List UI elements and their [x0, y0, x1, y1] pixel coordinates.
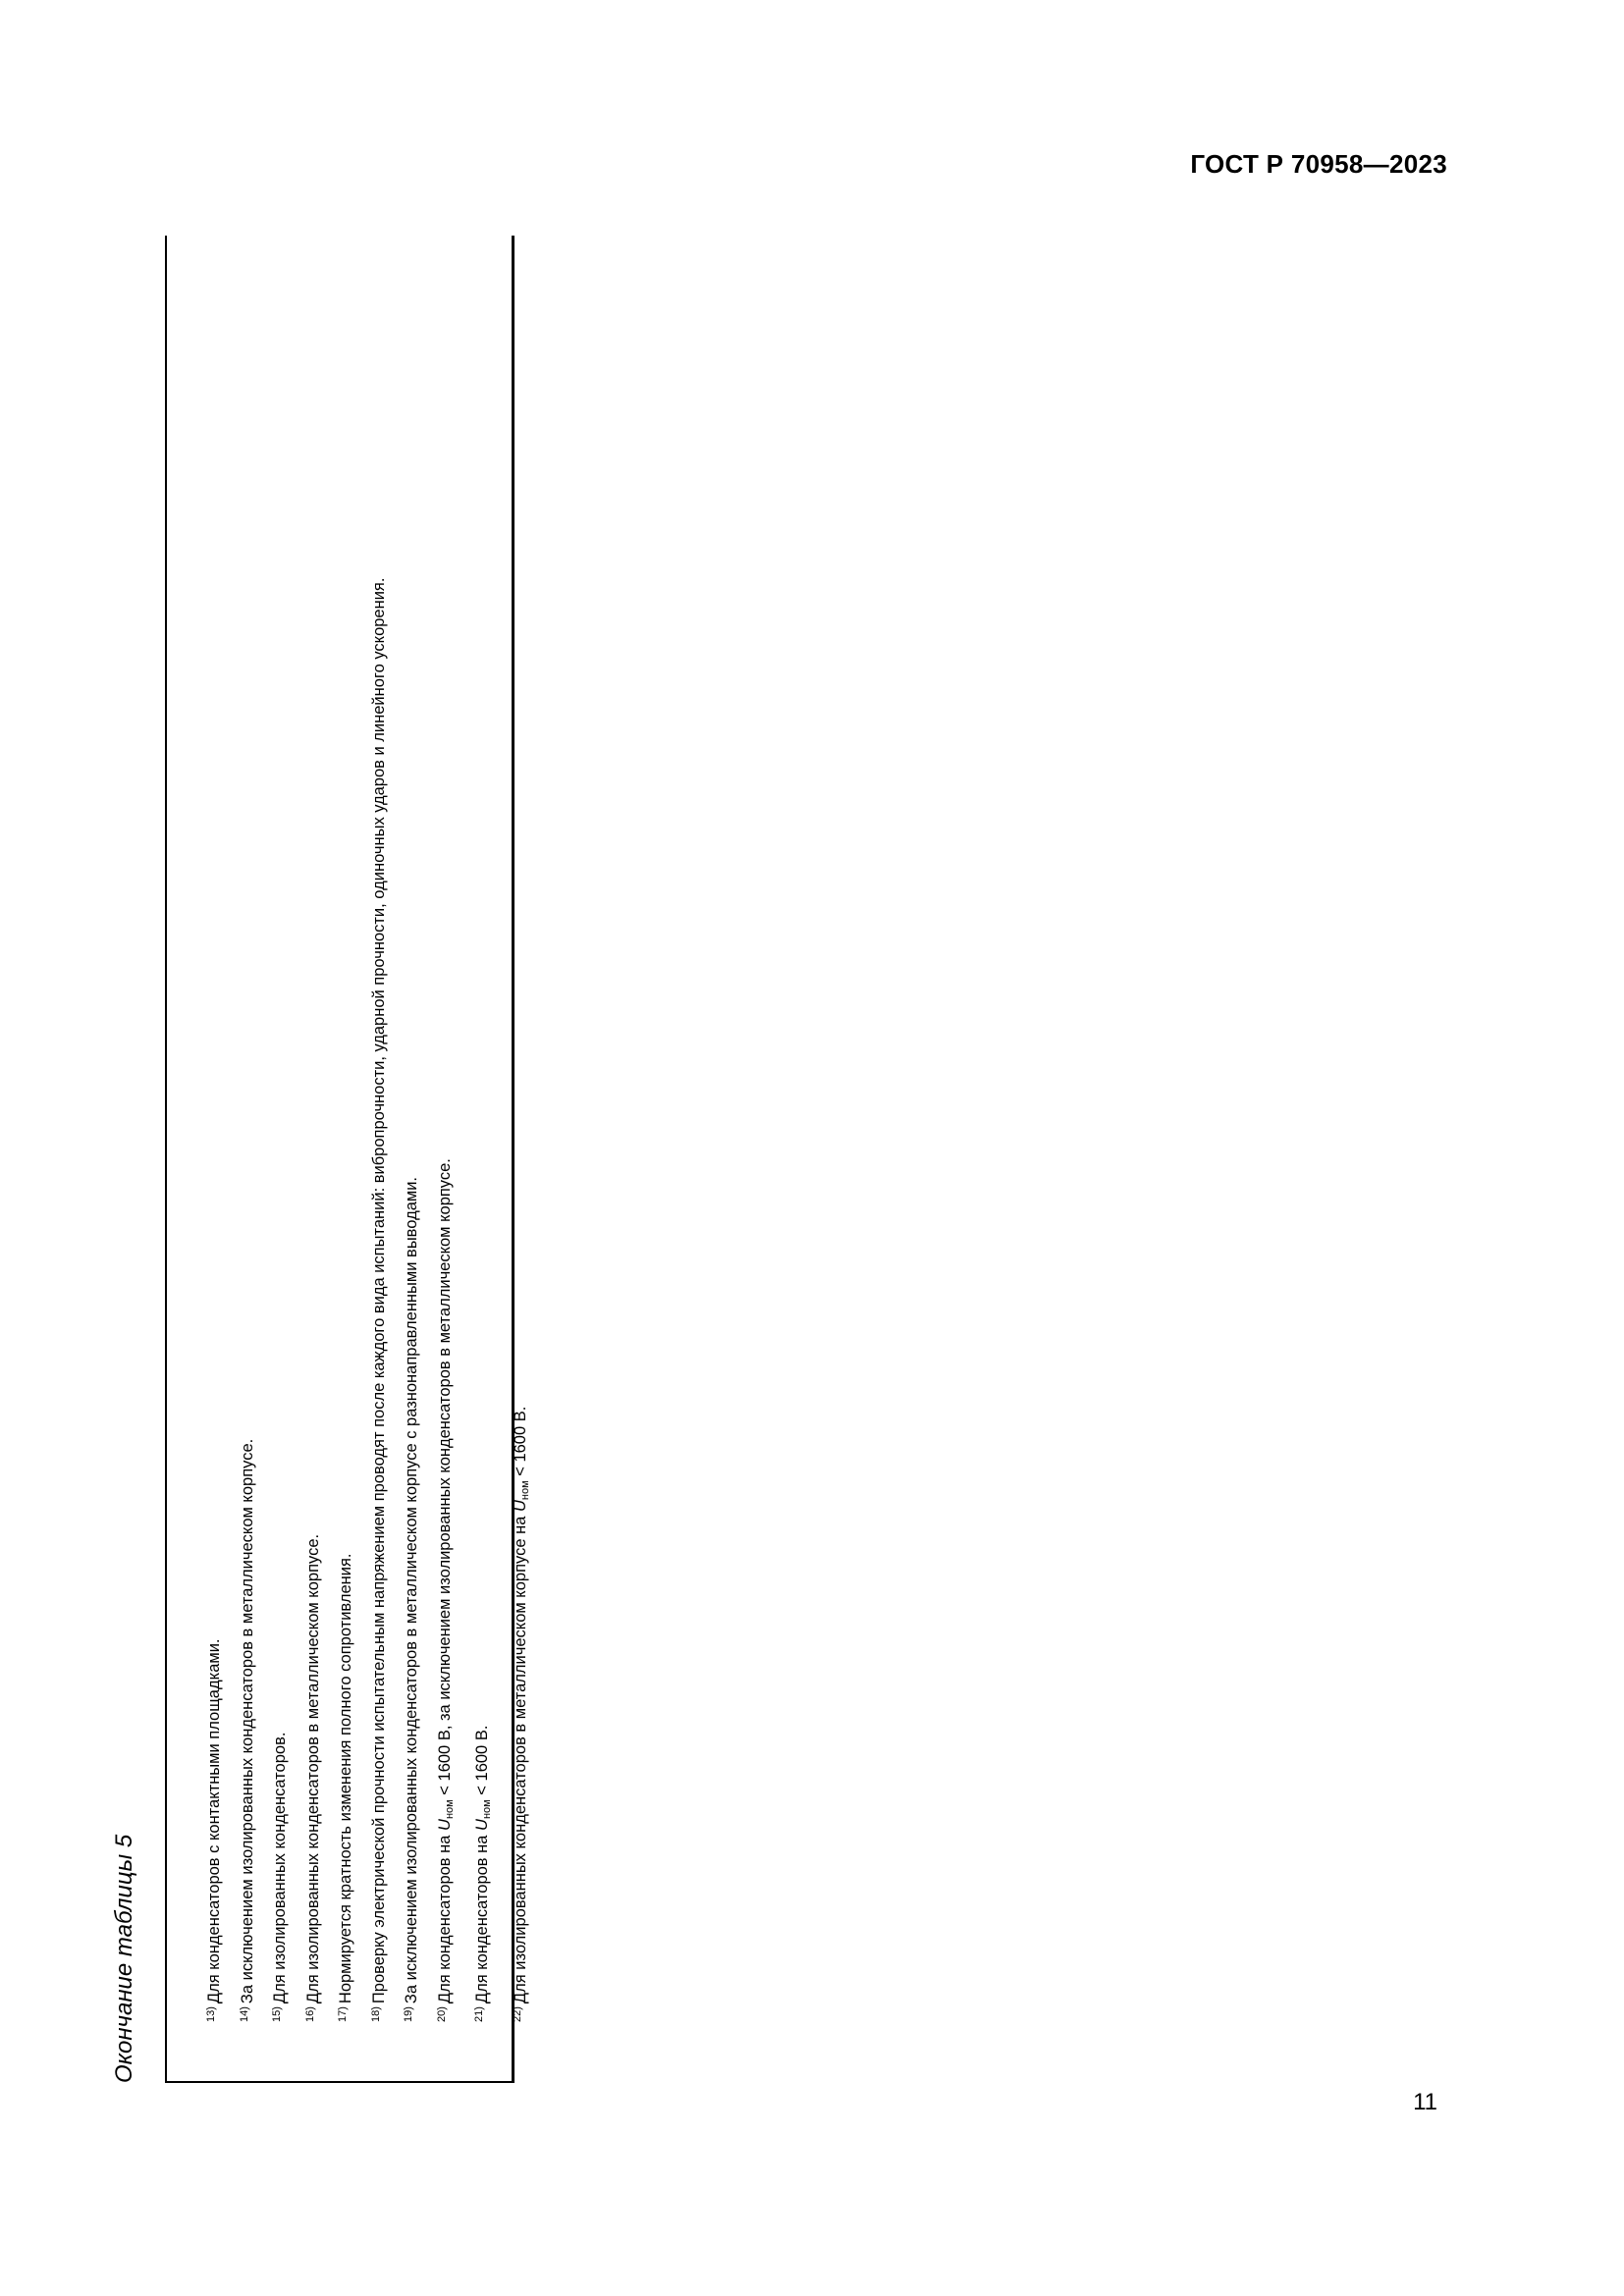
footnote-marker: 15) [271, 2006, 283, 2022]
footnote-text-pre: Для конденсаторов на [435, 1830, 454, 2004]
footnote-text: Для конденсаторов с контактными площадками. [205, 1638, 223, 2004]
footnote-marker: 22) [511, 2006, 523, 2022]
voltage-symbol: U [473, 1819, 491, 1831]
footnote-text-post: < 1600 В, за исключением изолированных конденсаторов в металлическом корпусе. [435, 1158, 454, 1800]
footnote-21 [464, 578, 503, 2022]
rotated-table-block [108, 230, 531, 2083]
footnote-13 [196, 578, 230, 2022]
table-frame [165, 236, 531, 2083]
footnote-22 [503, 578, 541, 2022]
voltage-symbol: U [435, 1819, 454, 1831]
footnote-17 [328, 578, 361, 2022]
footnote-marker: 19) [403, 2006, 414, 2022]
voltage-subscript: ном [443, 1799, 456, 1820]
footnote-16 [296, 578, 329, 2022]
footnote-text-pre: Для изолированных конденсаторов в металлическом корпусе на [511, 1512, 529, 2004]
voltage-symbol: U [511, 1500, 529, 1513]
table-caption: Окончание таблицы 5 [111, 1834, 137, 2083]
footnote-text: За исключением изолированных конденсаторов в металлическом корпусе с разнонаправленными выводами. [403, 1176, 420, 2004]
voltage-subscript: ном [481, 1799, 493, 1820]
footnote-15 [262, 578, 296, 2022]
footnote-marker: 17) [337, 2006, 349, 2022]
footnote-marker: 13) [205, 2006, 217, 2022]
footnote-marker: 18) [369, 2006, 382, 2022]
footnote-text: Для изолированных конденсаторов в металлическом корпусе. [303, 1533, 322, 2004]
footnote-text-post: < 1600 В. [473, 1725, 491, 1800]
footnote-text-pre: Для конденсаторов на [473, 1830, 491, 2004]
footnote-marker: 16) [303, 2006, 316, 2022]
footnote-20 [427, 578, 465, 2022]
page-number: 11 [1413, 2089, 1437, 2115]
footnote-text: Проверку электрической прочности испытательным напряжением проводят после каждого вида испытаний: вибропрочности, ударной прочности, одиночных ударов и линейного ускорения. [369, 577, 388, 2004]
footnote-text-post: < 1600 В. [511, 1406, 529, 1481]
footnote-text: За исключением изолированных конденсаторов в металлическом корпусе. [238, 1438, 256, 2004]
document-code: ГОСТ Р 70958—2023 [1190, 149, 1447, 179]
footnote-18 [361, 578, 395, 2022]
footnote-19 [394, 578, 427, 2022]
footnote-marker: 14) [238, 2006, 250, 2022]
footnote-marker: 20) [435, 2006, 448, 2022]
voltage-subscript: ном [518, 1480, 531, 1501]
footnotes-list [196, 578, 540, 2022]
footnote-text: Нормируется кратность изменения полного сопротивления. [337, 1553, 354, 2004]
footnote-14 [230, 578, 263, 2022]
footnote-text: Для изолированных конденсаторов. [271, 1732, 289, 2004]
footnote-marker: 21) [473, 2006, 485, 2022]
